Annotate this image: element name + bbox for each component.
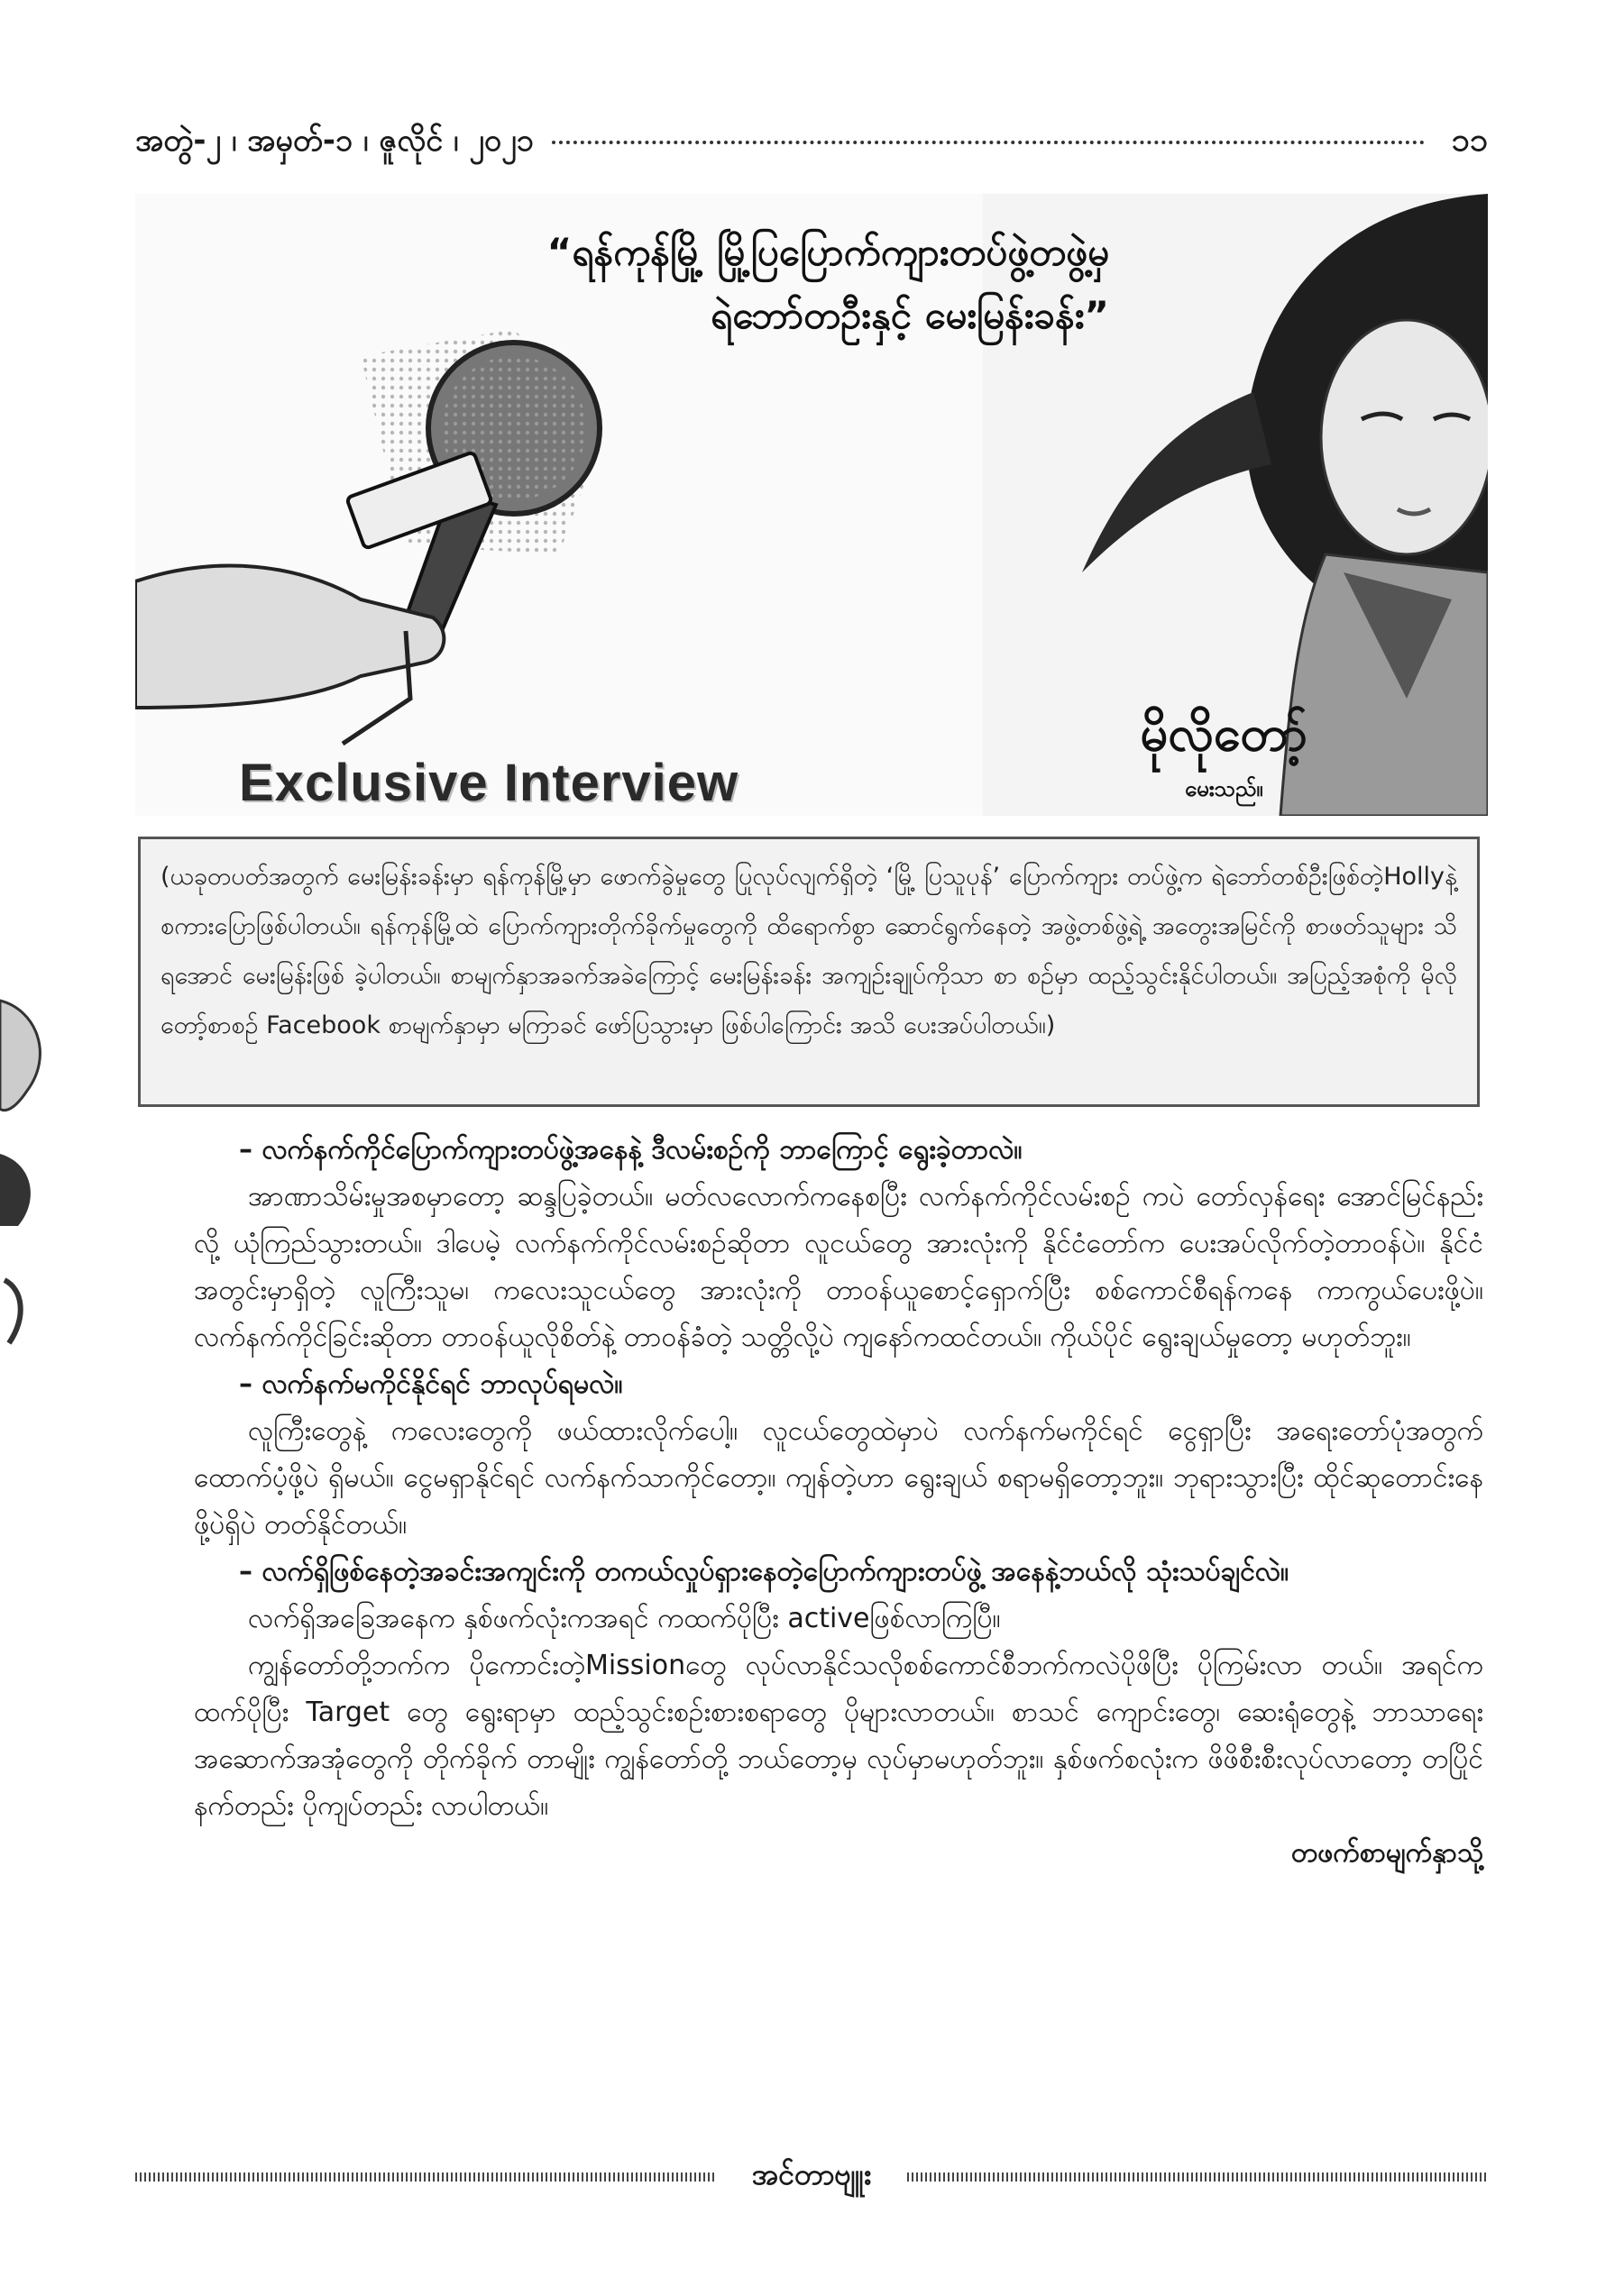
answer-2: လူကြီးတွေနဲ့ ကလေးတွေကို ဖယ်ထားလိုက်ပေါ့။ လူငယ်တွေထဲမှာပဲ လက်နက်မကိုင်ရင် ငွေရှာပြီး အရေးတော်ပုံအတွက် ထောက်ပံ့ဖို့ပဲ ရှိမယ်။ ငွေမရှာနိုင်ရင် လက်နက်သာကိုင်တော့။ ကျန်တဲ့ဟာ ရွေးချယ် စရာမရှိတော့ဘူး။ ဘုရားသွားပြီး ထိုင်ဆုတောင်းနေဖို့ပဲရှိပဲ တတ်နိုင်တယ်။ (194, 1415, 1483, 1541)
answer-1: အာဏာသိမ်းမှုအစမှာတော့ ဆန္ဒပြခဲ့တယ်။ မတ်လလောက်ကနေစပြီး လက်နက်ကိုင်လမ်းစဉ် ကပဲ တော်လှန်ရေး အောင်မြင်နည်းလို့ ယုံကြည်သွားတယ်။ ဒါပေမဲ့ လက်နက်ကိုင်လမ်းစဉ်ဆိုတာ လူငယ်တွေ အားလုံးကို နိုင်ငံတော်က ပေးအပ်လိုက်တဲ့တာဝန်ပဲ။ နိုင်ငံအတွင်းမှာရှိတဲ့ လူကြီးသူမ၊ ကလေးသူငယ်တွေ အားလုံးကို တာဝန်ယူစောင့်ရှောက်ပြီး စစ်ကောင်စီရန်ကနေ ကာကွယ်ပေးဖို့ပဲ။ လက်နက်ကိုင်ခြင်းဆိုတာ တာဝန်ယူလိုစိတ်နဲ့ တာဝန်ခံတဲ့ သတ္တိလို့ပဲ ကျနော်ကထင်တယ်။ ကိုယ်ပိုင် ရွေးချယ်မှုတော့ မဟုတ်ဘူး။ (194, 1181, 1483, 1353)
answer-3-part-2: ကျွန်တော်တို့ဘက်က ပိုကောင်းတဲ့Missionတွေ လုပ်လာနိုင်သလိုစစ်ကောင်စီဘက်ကလဲပိုဖိပြီး ပိုကြမ်းလာ တယ်။ အရင်ကထက်ပိုပြီး Target တွေ ရွေးရာမှာ ထည့်သွင်းစဉ်းစားစရာတွေ ပိုများလာတယ်။ စာသင် ကျောင်းတွေ၊ ဆေးရုံတွေနဲ့ ဘာသာရေးအဆောက်အအုံတွေကို တိုက်ခိုက် တာမျိုး ကျွန်တော်တို့ ဘယ်တော့မှ လုပ်မှာမဟုတ်ဘူး။ နှစ်ဖက်စလုံးက ဖိဖိစီးစီးလုပ်လာတော့ တပြိုင် နက်တည်း ပိုကျပ်တည်း လာပါတယ်။ (194, 1650, 1483, 1822)
page-number: ၁၁ (1451, 122, 1488, 159)
banner-title-line-2: ရဲဘော်တဦးနှင့် မေးမြန်းခန်း” (710, 293, 1109, 337)
issue-info: အတွဲ-၂ ၊ အမှတ်-၁ ၊ ဇူလိုင် ၊ ၂၀၂၁ (135, 122, 534, 159)
header-dotted-rule (552, 141, 1425, 144)
continued-note: တဖက်စာမျက်နှာသို့ (1291, 1837, 1483, 1869)
exclusive-interview-label: Exclusive Interview (239, 754, 739, 812)
microphone-illustration-icon (135, 320, 766, 753)
banner-title (370, 221, 1109, 347)
brand-block (1140, 703, 1307, 807)
question-3: – လက်ရှိဖြစ်နေတဲ့အခင်းအကျင်းကို တကယ်လှုပ်ရှားနေတဲ့ပြောက်ကျားတပ်ဖွဲ့ အနေနဲ့ဘယ်လို သုံးသပ်ချင်လဲ။ (239, 1556, 1289, 1587)
intro-box: (ယခုတပတ်အတွက် မေးမြန်းခန်းမှာ ရန်ကုန်မြို့မှာ ဖောက်ခွဲမှုတွေ ပြုလုပ်လျက်ရှိတဲ့ ‘မြို့ ပြသူပုန်’ ပြောက်ကျား တပ်ဖွဲ့က ရဲဘော်တစ်ဦးဖြစ်တဲ့Hollyနဲ့ စကားပြောဖြစ်ပါတယ်။ ရန်ကုန်မြို့ထဲ ပြောက်ကျားတိုက်ခိုက်မှုတွေကို ထိရောက်စွာ ဆောင်ရွက်နေတဲ့ အဖွဲ့တစ်ဖွဲ့ရဲ့ အတွေးအမြင်ကို စာဖတ်သူများ သိရအောင် မေးမြန်းဖြစ် ခဲ့ပါတယ်။ စာမျက်နှာအခက်အခဲကြောင့် မေးမြန်းခန်း အကျဉ်းချုပ်ကိုသာ စာ စဉ်မှာ ထည့်သွင်းနိုင်ပါတယ်။ အပြည့်အစုံကို မိုလိုတော့်စာစဉ် Facebook စာမျက်နှာမှာ မကြာခင် ဖော်ပြသွားမှာ ဖြစ်ပါကြောင်း အသိ ပေးအပ်ပါတယ်။) (138, 837, 1480, 1107)
footer-rule-right (907, 2173, 1488, 2182)
answer-3-part-1: လက်ရှိအခြေအနေက နှစ်ဖက်လုံးကအရင် ကထက်ပိုပြီး activeဖြစ်လာကြပြီ။ (248, 1603, 1001, 1634)
footer-rule-left (135, 2173, 716, 2182)
page-footer (135, 2154, 1488, 2200)
article-body (194, 1127, 1483, 1877)
brand-logo: မိုလိုတော့် (1140, 705, 1307, 762)
question-2: – လက်နက်မကိုင်နိုင်ရင် ဘာလုပ်ရမလဲ။ (239, 1368, 623, 1400)
section-label: အင်တာဗျူး (751, 2157, 872, 2191)
page-header (135, 115, 1488, 169)
byline: မေးသည်။ (1184, 776, 1263, 801)
question-1: – လက်နက်ကိုင်ပြောက်ကျားတပ်ဖွဲ့အနေနဲ့ ဒီလမ်းစဉ်ကို ဘာကြောင့် ရွေးခဲ့တာလဲ။ (239, 1134, 1023, 1166)
interview-banner (135, 194, 1488, 816)
margin-decoration-icon (0, 983, 63, 1361)
banner-title-line-1: “ရန်ကုန်မြို့ မြို့ပြပြောက်ကျားတပ်ဖွဲ့တဖွဲ့မှ (546, 230, 1109, 274)
